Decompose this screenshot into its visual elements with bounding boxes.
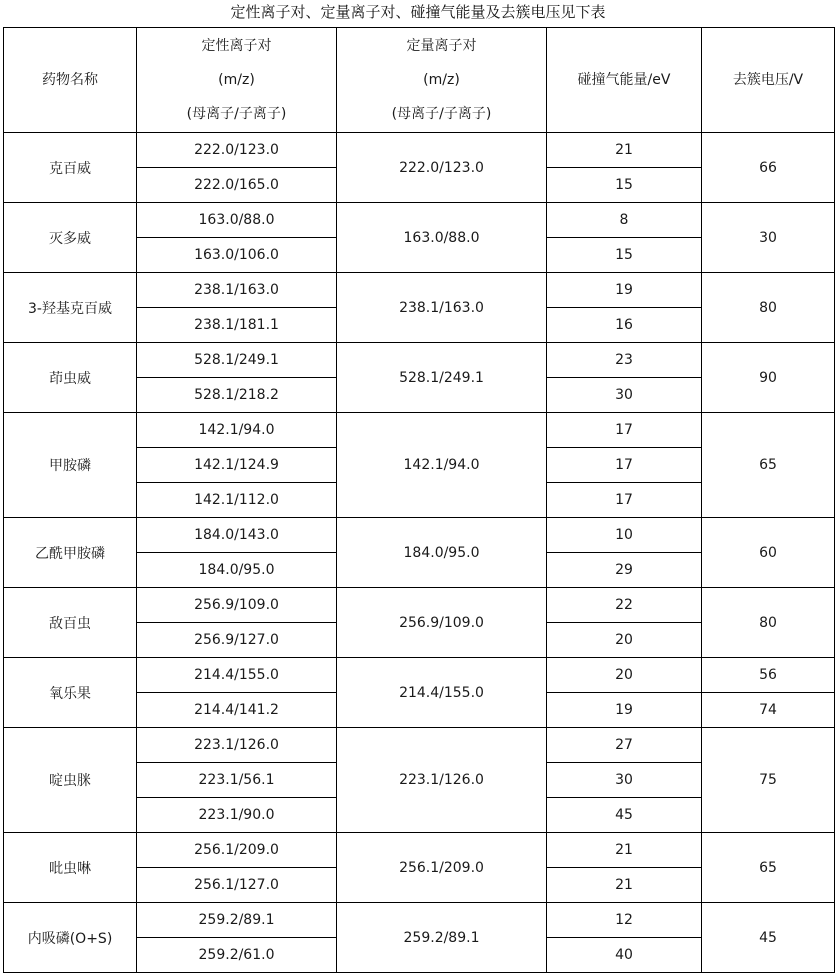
quantitative-ion-pair-cell: 163.0/88.0 xyxy=(337,203,547,273)
quantitative-ion-pair-cell: 256.1/209.0 xyxy=(337,833,547,903)
drug-name-cell: 甲胺磷 xyxy=(4,413,137,518)
qualitative-ion-pair-cell: 223.1/126.0 xyxy=(137,728,337,763)
header-declustering-potential: 去簇电压/V xyxy=(702,28,835,133)
table-row xyxy=(4,658,835,693)
quantitative-ion-pair-cell: 259.2/89.1 xyxy=(337,903,547,973)
qualitative-ion-pair-cell: 256.1/209.0 xyxy=(137,833,337,868)
table-row xyxy=(4,518,835,553)
drug-name-cell: 敌百虫 xyxy=(4,588,137,658)
collision-energy-cell: 21 xyxy=(547,833,702,868)
header-quant-line-3: (母离子/子离子) xyxy=(391,106,492,122)
ion-pair-table xyxy=(3,27,835,973)
collision-energy-cell: 40 xyxy=(547,938,702,973)
qualitative-ion-pair-cell: 184.0/95.0 xyxy=(137,553,337,588)
collision-energy-cell: 27 xyxy=(547,728,702,763)
table-row xyxy=(4,413,835,448)
qualitative-ion-pair-cell: 256.1/127.0 xyxy=(137,868,337,903)
collision-energy-cell: 21 xyxy=(547,868,702,903)
drug-name-cell: 乙酰甲胺磷 xyxy=(4,518,137,588)
collision-energy-cell: 16 xyxy=(547,308,702,343)
declustering-potential-cell: 65 xyxy=(702,413,835,518)
qualitative-ion-pair-cell: 238.1/181.1 xyxy=(137,308,337,343)
declustering-potential-cell: 65 xyxy=(702,833,835,903)
table-row xyxy=(4,833,835,868)
quantitative-ion-pair-cell: 142.1/94.0 xyxy=(337,413,547,518)
drug-name-cell: 灭多威 xyxy=(4,203,137,273)
table-body xyxy=(4,133,835,973)
declustering-potential-cell: 74 xyxy=(702,693,835,728)
quantitative-ion-pair-cell: 256.9/109.0 xyxy=(337,588,547,658)
collision-energy-cell: 12 xyxy=(547,903,702,938)
qualitative-ion-pair-cell: 259.2/61.0 xyxy=(137,938,337,973)
header-qual-line-1: 定性离子对 xyxy=(201,38,272,54)
qualitative-ion-pair-cell: 184.0/143.0 xyxy=(137,518,337,553)
collision-energy-cell: 15 xyxy=(547,238,702,273)
declustering-potential-cell: 90 xyxy=(702,343,835,413)
drug-name-cell: 茚虫威 xyxy=(4,343,137,413)
collision-energy-cell: 30 xyxy=(547,378,702,413)
qualitative-ion-pair-cell: 163.0/106.0 xyxy=(137,238,337,273)
header-quant-line-1: 定量离子对 xyxy=(406,38,477,54)
quantitative-ion-pair-cell: 528.1/249.1 xyxy=(337,343,547,413)
collision-energy-cell: 17 xyxy=(547,448,702,483)
qualitative-ion-pair-cell: 142.1/94.0 xyxy=(137,413,337,448)
header-quantitative-ion-pair xyxy=(337,28,547,133)
qualitative-ion-pair-cell: 214.4/141.2 xyxy=(137,693,337,728)
table-header xyxy=(4,28,835,133)
header-quant-line-2: (m/z) xyxy=(423,72,460,88)
collision-energy-cell: 19 xyxy=(547,273,702,308)
declustering-potential-cell: 45 xyxy=(702,903,835,973)
collision-energy-cell: 23 xyxy=(547,343,702,378)
table-row xyxy=(4,133,835,168)
collision-energy-cell: 8 xyxy=(547,203,702,238)
qualitative-ion-pair-cell: 222.0/123.0 xyxy=(137,133,337,168)
header-qual-line-3: (母离子/子离子) xyxy=(186,106,287,122)
quantitative-ion-pair-cell: 238.1/163.0 xyxy=(337,273,547,343)
declustering-potential-cell: 80 xyxy=(702,273,835,343)
quantitative-ion-pair-cell: 222.0/123.0 xyxy=(337,133,547,203)
qualitative-ion-pair-cell: 142.1/112.0 xyxy=(137,483,337,518)
qualitative-ion-pair-cell: 528.1/249.1 xyxy=(137,343,337,378)
qualitative-ion-pair-cell: 256.9/127.0 xyxy=(137,623,337,658)
quantitative-ion-pair-cell: 214.4/155.0 xyxy=(337,658,547,728)
qualitative-ion-pair-cell: 259.2/89.1 xyxy=(137,903,337,938)
collision-energy-cell: 10 xyxy=(547,518,702,553)
header-collision-energy: 碰撞气能量/eV xyxy=(547,28,702,133)
qualitative-ion-pair-cell: 238.1/163.0 xyxy=(137,273,337,308)
declustering-potential-cell: 66 xyxy=(702,133,835,203)
table-row xyxy=(4,728,835,763)
qualitative-ion-pair-cell: 163.0/88.0 xyxy=(137,203,337,238)
drug-name-cell: 3-羟基克百威 xyxy=(4,273,137,343)
header-qualitative-ion-pair xyxy=(137,28,337,133)
collision-energy-cell: 45 xyxy=(547,798,702,833)
quantitative-ion-pair-cell: 223.1/126.0 xyxy=(337,728,547,833)
drug-name-cell: 啶虫脒 xyxy=(4,728,137,833)
qualitative-ion-pair-cell: 256.9/109.0 xyxy=(137,588,337,623)
declustering-potential-cell: 56 xyxy=(702,658,835,693)
collision-energy-cell: 15 xyxy=(547,168,702,203)
qualitative-ion-pair-cell: 222.0/165.0 xyxy=(137,168,337,203)
qualitative-ion-pair-cell: 528.1/218.2 xyxy=(137,378,337,413)
collision-energy-cell: 20 xyxy=(547,658,702,693)
qualitative-ion-pair-cell: 223.1/56.1 xyxy=(137,763,337,798)
table-row xyxy=(4,903,835,938)
collision-energy-cell: 19 xyxy=(547,693,702,728)
collision-energy-cell: 22 xyxy=(547,588,702,623)
declustering-potential-cell: 80 xyxy=(702,588,835,658)
header-qual-line-2: (m/z) xyxy=(218,72,255,88)
drug-name-cell: 克百威 xyxy=(4,133,137,203)
collision-energy-cell: 17 xyxy=(547,413,702,448)
qualitative-ion-pair-cell: 223.1/90.0 xyxy=(137,798,337,833)
declustering-potential-cell: 30 xyxy=(702,203,835,273)
header-drug-name: 药物名称 xyxy=(4,28,137,133)
qualitative-ion-pair-cell: 214.4/155.0 xyxy=(137,658,337,693)
qualitative-ion-pair-cell: 142.1/124.9 xyxy=(137,448,337,483)
drug-name-cell: 氧乐果 xyxy=(4,658,137,728)
declustering-potential-cell: 75 xyxy=(702,728,835,833)
table-caption: 定性离子对、定量离子对、碰撞气能量及去簇电压见下表 xyxy=(230,3,606,21)
declustering-potential-cell: 60 xyxy=(702,518,835,588)
drug-name-cell: 吡虫啉 xyxy=(4,833,137,903)
collision-energy-cell: 29 xyxy=(547,553,702,588)
collision-energy-cell: 17 xyxy=(547,483,702,518)
quantitative-ion-pair-cell: 184.0/95.0 xyxy=(337,518,547,588)
table-row xyxy=(4,203,835,238)
collision-energy-cell: 20 xyxy=(547,623,702,658)
table-row xyxy=(4,343,835,378)
table-row xyxy=(4,588,835,623)
collision-energy-cell: 21 xyxy=(547,133,702,168)
collision-energy-cell: 30 xyxy=(547,763,702,798)
table-row xyxy=(4,273,835,308)
drug-name-cell: 内吸磷(O+S) xyxy=(4,903,137,973)
